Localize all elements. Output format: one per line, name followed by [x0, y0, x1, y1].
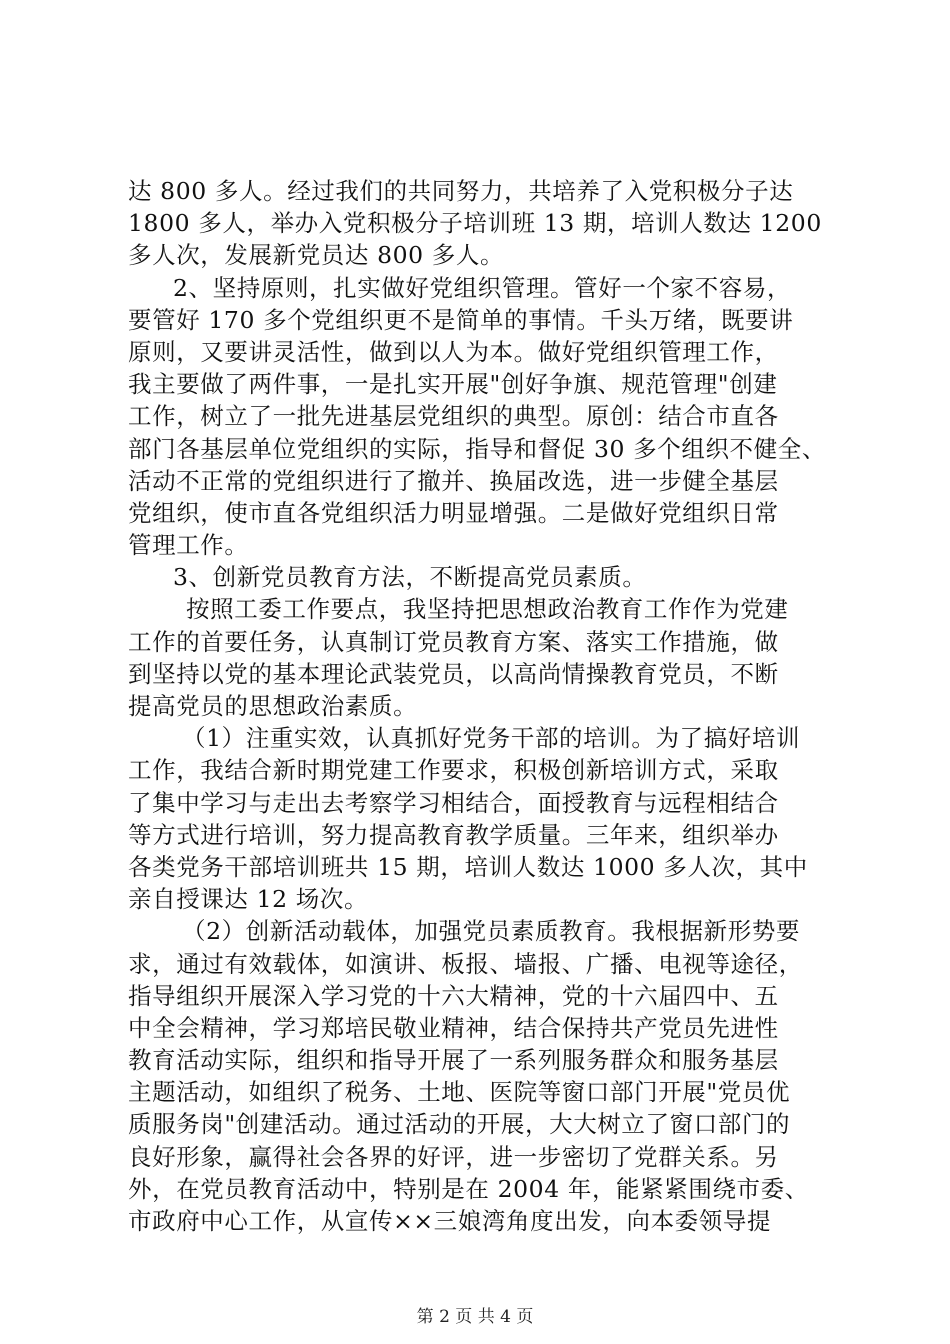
- text-line: 亲自授课达 12 场次。: [128, 885, 369, 914]
- text-line: 管理工作。: [128, 531, 249, 560]
- text-line: 主题活动，如组织了税务、土地、医院等窗口部门开展"党员优: [128, 1078, 791, 1107]
- text-line: 1800 多人，举办入党积极分子培训班 13 期，培训人数达 1200: [128, 209, 822, 238]
- document-body: [128, 175, 828, 1237]
- text-line: 原则，又要讲灵活性，做到以人为本。做好党组织管理工作，: [128, 337, 779, 366]
- text-line: 党组织，使市直各党组织活力明显增强。二是做好党组织日常: [128, 498, 779, 527]
- text-line: 良好形象，赢得社会各界的好评，进一步密切了党群关系。另: [128, 1142, 779, 1171]
- text-line: 多人次，发展新党员达 800 多人。: [128, 241, 505, 270]
- text-line: 各类党务干部培训班共 15 期，培训人数达 1000 多人次，其中: [128, 852, 808, 881]
- text-line: 质服务岗"创建活动。通过活动的开展，大大树立了窗口部门的: [128, 1110, 791, 1139]
- text-line: 求，通过有效载体，如演讲、板报、墙报、广播、电视等途径，: [128, 949, 803, 978]
- paragraph-start: 按照工委工作要点，我坚持把思想政治教育工作作为党建: [186, 595, 789, 624]
- text-line: 工作，我结合新时期党建工作要求，积极创新培训方式，采取: [128, 756, 779, 785]
- text-line: 教育活动实际，组织和指导开展了一系列服务群众和服务基层: [128, 1046, 779, 1075]
- text-line: 要管好 170 多个党组织更不是简单的事情。千头万绪，既要讲: [128, 305, 794, 334]
- text-line: 中全会精神，学习郑培民敬业精神，结合保持共产党员先进性: [128, 1013, 779, 1042]
- page-footer: 第 2 页 共 4 页: [416, 1307, 534, 1327]
- text-line: 工作的首要任务，认真制订党员教育方案、落实工作措施，做: [128, 627, 779, 656]
- text-line: 了集中学习与走出去考察学习相结合，面授教育与远程相结合: [128, 788, 779, 817]
- text-line: 工作，树立了一批先进基层党组织的典型。原创：结合市直各: [128, 402, 779, 431]
- text-line: 活动不正常的党组织进行了撤并、换届改选，进一步健全基层: [128, 466, 779, 495]
- subsection-heading-1: （1）注重实效，认真抓好党务干部的培训。为了搞好培训: [182, 724, 801, 753]
- text-line: 指导组织开展深入学习党的十六大精神，党的十六届四中、五: [128, 981, 779, 1010]
- text-line: 部门各基层单位党组织的实际，指导和督促 30 多个组织不健全、: [128, 434, 826, 463]
- text-line: 我主要做了两件事，一是扎实开展"创好争旗、规范管理"创建: [128, 370, 778, 399]
- section-heading-3: 3、创新党员教育方法，不断提高党员素质。: [173, 563, 647, 592]
- section-heading-2: 2、坚持原则，扎实做好党组织管理。管好一个家不容易，: [173, 273, 792, 302]
- text-line: 等方式进行培训，努力提高教育教学质量。三年来，组织举办: [128, 820, 779, 849]
- text-line: 达 800 多人。经过我们的共同努力，共培养了入党积极分子达: [128, 177, 794, 205]
- text-line: 到坚持以党的基本理论武装党员，以高尚情操教育党员，不断: [128, 659, 779, 688]
- text-line: 提高党员的思想政治素质。: [128, 692, 418, 720]
- subsection-heading-2: （2）创新活动载体，加强党员素质教育。我根据新形势要: [182, 917, 801, 946]
- text-line: 外，在党员教育活动中，特别是在 2004 年，能紧紧围绕市委、: [128, 1174, 809, 1203]
- text-line: 市政府中心工作，从宣传××三娘湾角度出发，向本委领导提: [128, 1207, 772, 1235]
